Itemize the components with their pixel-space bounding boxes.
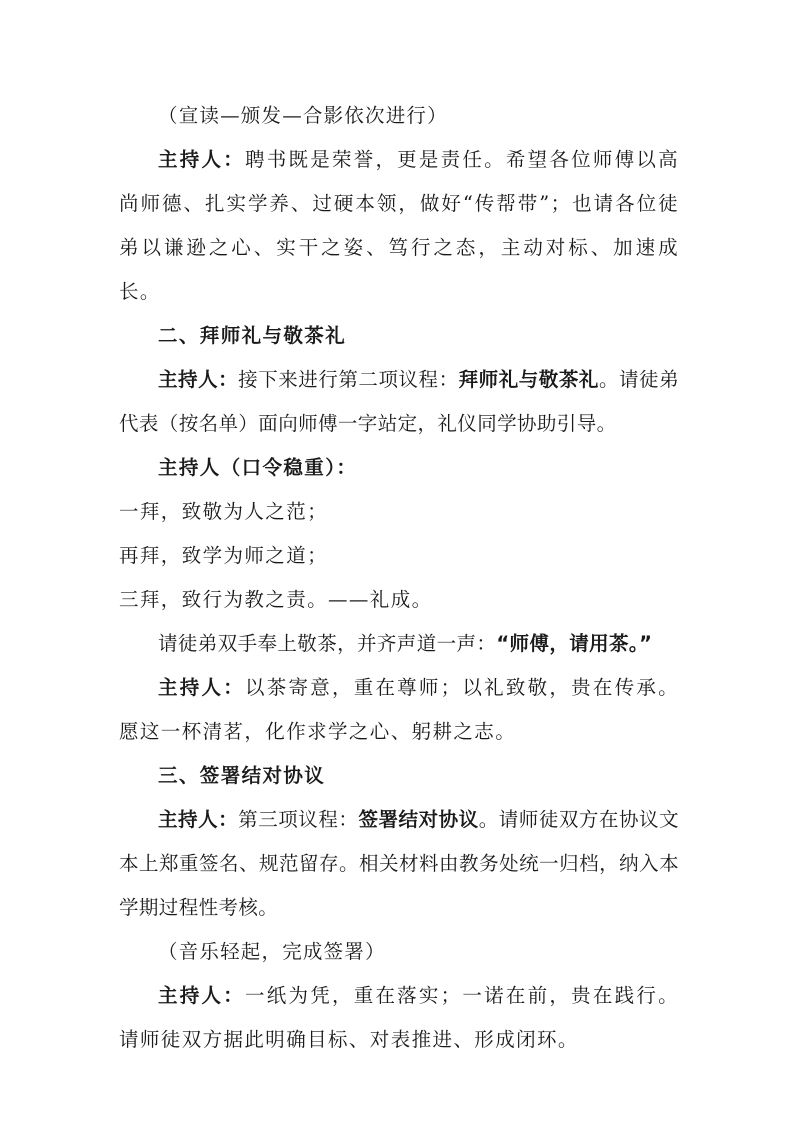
- bow-line-3: 三拜，致行为教之责。——礼成。: [119, 588, 433, 611]
- paragraph-text: 。请徒弟代表（按名单）面向师傅一字站定，礼仪同学协助引导。: [119, 368, 679, 435]
- tea-quote: “师傅，请用茶。”: [496, 632, 653, 655]
- tea-paragraph: [119, 622, 679, 666]
- host-paragraph-ceremony: [119, 358, 679, 446]
- host-command-label: 主持人（口令稳重）：: [158, 456, 358, 479]
- emphasis-text: 签署结对协议: [358, 808, 479, 831]
- speaker-label: 主持人：: [158, 808, 239, 831]
- speaker-label: 主持人：: [158, 148, 245, 171]
- host-paragraph-agreement: [119, 798, 679, 930]
- bow-line-2: 再拜，致学为师之道；: [119, 544, 329, 567]
- speaker-label: 主持人：: [158, 368, 239, 391]
- host-paragraph-closing: [119, 974, 679, 1062]
- paragraph-text: 接下来进行第二项议程：: [238, 368, 459, 391]
- host-paragraph-appointment: [119, 138, 679, 314]
- paragraph-text: 聘书既是荣誉，更是责任。希望各位师傅以高尚师德、扎实学养、过硬本领，做好“传帮带”；也请各位徒弟以谦逊之心、实干之姿、笃行之态，主动对标、加速成长。: [119, 148, 679, 303]
- stage-note-presentation: （宣读—颁发—合影依次进行）: [158, 104, 448, 127]
- paragraph-text: 以茶寄意，重在尊师；以礼致敬，贵在传承。愿这一杯清茗，化作求学之心、躬耕之志。: [119, 676, 679, 743]
- document-body: [119, 94, 679, 1062]
- bow-line-1: 一拜，致敬为人之范；: [119, 500, 329, 523]
- paragraph-text: 一纸为凭，重在落实；一诺在前，贵在践行。请师徒双方据此明确目标、对表推进、形成闭环。: [119, 984, 679, 1051]
- stage-note-signing: （音乐轻起，完成签署）: [158, 940, 386, 963]
- host-paragraph-tea: [119, 666, 679, 754]
- speaker-label: 主持人：: [158, 984, 245, 1007]
- paragraph-text: 请徒弟双手奉上敬茶，并齐声道一声：: [158, 632, 497, 655]
- emphasis-text: 拜师礼与敬茶礼: [458, 368, 599, 391]
- speaker-label: 主持人：: [158, 676, 245, 699]
- paragraph-text: 第三项议程：: [238, 808, 359, 831]
- paragraph-text: 。请师徒双方在协议文本上郑重签名、规范留存。相关材料由教务处统一归档，纳入本学期过程性考核。: [119, 808, 679, 919]
- section-heading-2: 二、拜师礼与敬茶礼: [158, 324, 347, 347]
- section-heading-3: 三、签署结对协议: [158, 764, 326, 787]
